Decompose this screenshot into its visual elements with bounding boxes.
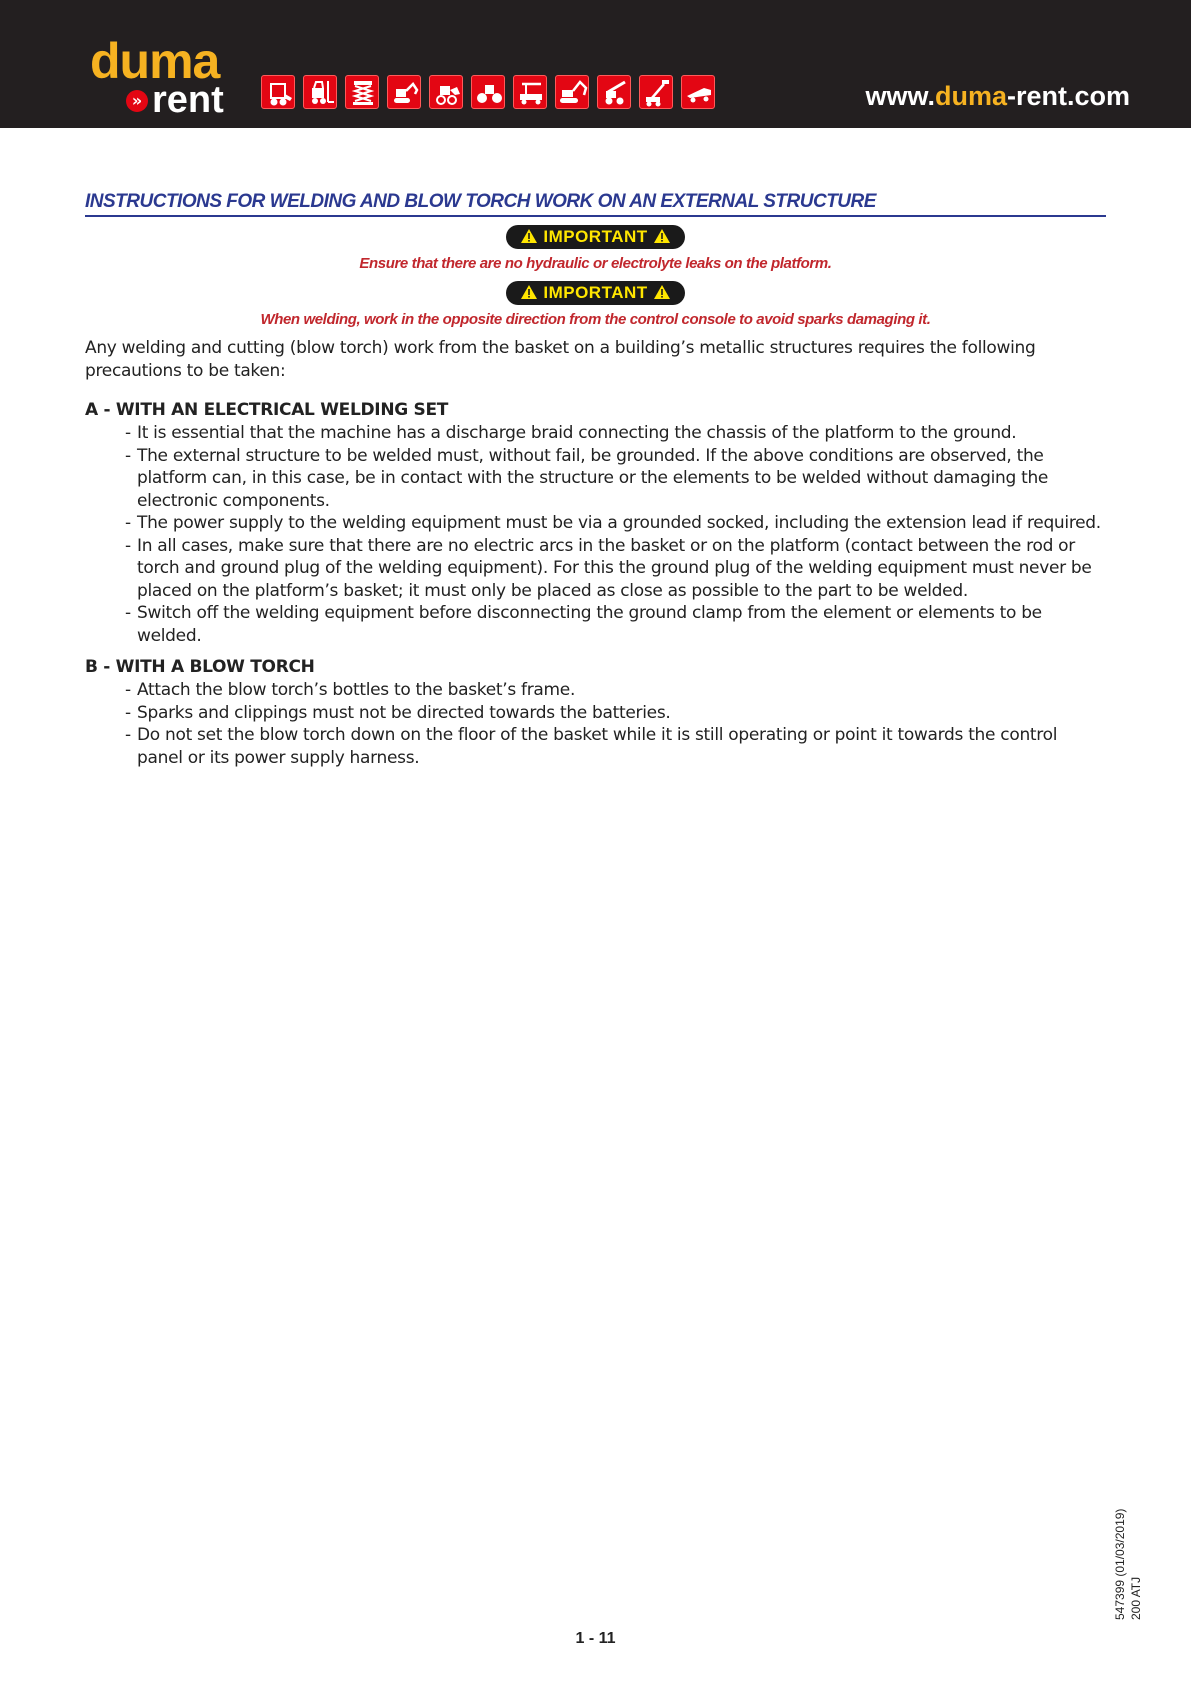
truck-icon <box>681 75 715 109</box>
important-badge-row-2 <box>85 281 1106 307</box>
document-reference-model: 200 ATJ <box>1129 1576 1143 1620</box>
main-content <box>85 190 1106 769</box>
scissor-lift-icon <box>345 75 379 109</box>
intro-paragraph: Any welding and cutting (blow torch) work from the basket on a building’s metallic structures requires the following precautions to be taken: <box>85 338 1036 381</box>
crane-truck-icon <box>513 75 547 109</box>
warning-text-leaks: Ensure that there are no hydraulic or electrolyte leaks on the platform. <box>359 255 832 272</box>
document-reference-code: 547399 (01/03/2019) <box>1113 1508 1127 1620</box>
duma-rent-logo <box>90 33 240 121</box>
forklift-icon <box>303 75 337 109</box>
list-item: - Attach the blow torch’s bottles to the basket’s frame. <box>125 679 1106 702</box>
part-b-list <box>85 679 1106 769</box>
important-badge <box>506 225 685 249</box>
excavator-icon <box>555 75 589 109</box>
important-badge <box>506 281 685 305</box>
warning-triangle-icon <box>520 228 538 244</box>
part-b-heading: B - WITH A BLOW TORCH <box>85 657 315 677</box>
warning-triangle-icon <box>653 228 671 244</box>
skid-steer-icon <box>261 75 295 109</box>
list-item: - The power supply to the welding equipment must be via a grounded socked, including the extension lead if required. <box>125 512 1106 535</box>
telehandler-icon <box>597 75 631 109</box>
section-title: INSTRUCTIONS FOR WELDING AND BLOW TORCH WORK ON AN EXTERNAL STRUCTURE <box>85 190 1106 217</box>
wheel-loader-icon <box>429 75 463 109</box>
website-url[interactable]: www.duma-rent.com <box>865 81 1130 111</box>
important-badge-row-1 <box>85 225 1106 251</box>
logo-word-rent: rent <box>152 79 224 121</box>
part-a-list <box>85 422 1106 647</box>
logo-chevron-icon: » <box>126 90 148 112</box>
machine-icon-row <box>261 75 721 111</box>
page-header <box>0 0 1191 128</box>
logo-word-duma: duma <box>90 33 220 89</box>
page-number: 1 - 11 <box>575 1630 616 1647</box>
list-item: - Switch off the welding equipment before disconnecting the ground clamp from the element or elements to be welded. <box>125 602 1106 647</box>
boom-lift-icon <box>639 75 673 109</box>
document-reference <box>1112 1460 1152 1620</box>
important-label: IMPORTANT <box>543 283 648 302</box>
part-a-heading: A - WITH AN ELECTRICAL WELDING SET <box>85 400 449 420</box>
important-label: IMPORTANT <box>543 227 648 246</box>
list-item: - It is essential that the machine has a discharge braid connecting the chassis of the platform to the ground. <box>125 422 1106 445</box>
list-item: - In all cases, make sure that there are no electric arcs in the basket or on the platform (contact between the rod or torch and ground plug of the welding equipment). For this the ground plug of the welding equipment must never be placed on the platform’s basket; it must only be placed as close as possible to the part to be welded. <box>125 535 1106 603</box>
warning-triangle-icon <box>653 284 671 300</box>
list-item: - Sparks and clippings must not be directed towards the batteries. <box>125 702 1106 725</box>
warning-triangle-icon <box>520 284 538 300</box>
mini-excavator-icon <box>387 75 421 109</box>
warning-text-direction: When welding, work in the opposite direction from the control console to avoid sparks damaging it. <box>260 311 931 328</box>
list-item: - The external structure to be welded must, without fail, be grounded. If the above conditions are observed, the platform can, in this case, be in contact with the structure or the elements to be welded without damaging the electronic components. <box>125 445 1106 513</box>
roller-icon <box>471 75 505 109</box>
list-item: - Do not set the blow torch down on the floor of the basket while it is still operating or point it towards the control panel or its power supply harness. <box>125 724 1106 769</box>
